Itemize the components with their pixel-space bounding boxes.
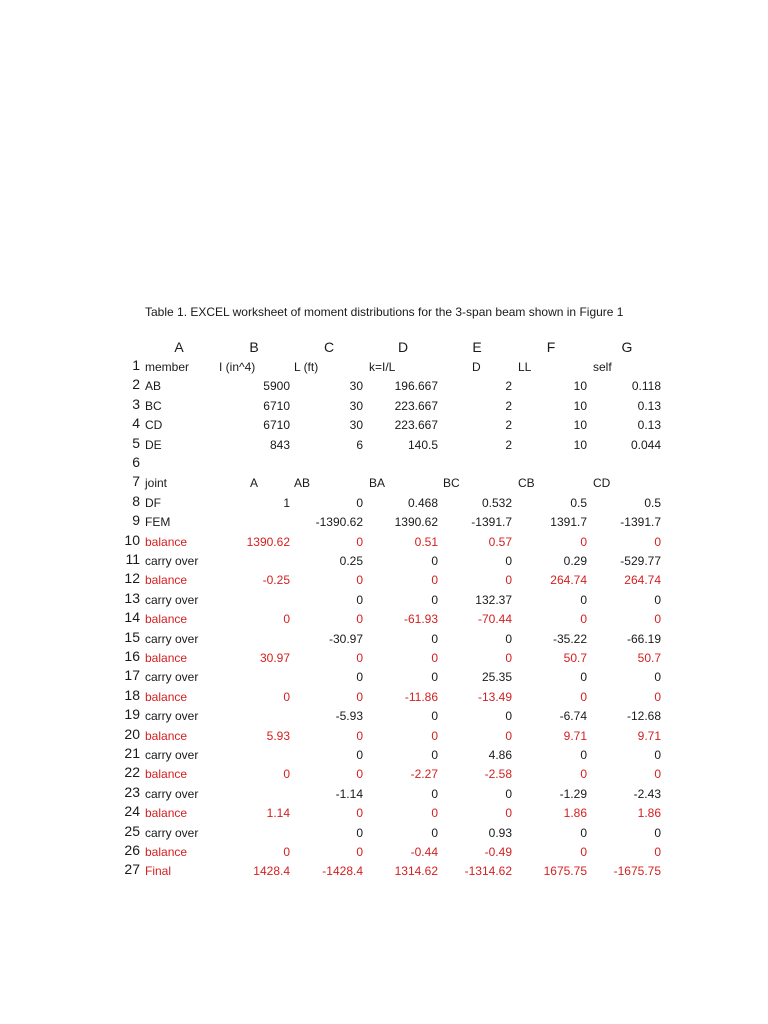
row-number: 14 [124, 609, 140, 626]
table-row [0, 862, 768, 881]
row-number: 21 [124, 745, 140, 761]
cell-e: 0 [505, 806, 512, 821]
cell-b: 0 [283, 845, 290, 859]
table-row [0, 746, 768, 765]
row-number: 7 [132, 473, 140, 490]
table-row [0, 474, 768, 493]
cell-e: 2 [505, 379, 512, 394]
cell-d: -61.93 [403, 612, 438, 627]
row-label: balance [145, 767, 188, 782]
row-number: 4 [132, 415, 140, 432]
row-number: 27 [124, 861, 140, 878]
cell-g: CD [593, 476, 611, 491]
cell-c: 0 [356, 806, 363, 821]
cell-f: 10 [573, 379, 587, 394]
cell-g: 9.71 [637, 728, 661, 743]
column-header-b: B [249, 339, 259, 355]
cell-b: I (in^4) [219, 360, 256, 374]
cell-c: AB [294, 476, 311, 491]
row-label: carry over [145, 825, 199, 840]
cell-g: -66.19 [626, 631, 661, 646]
table-row [0, 533, 768, 552]
row-label: FEM [145, 515, 171, 530]
cell-g: -529.77 [620, 554, 661, 568]
cell-e: 0 [505, 709, 512, 724]
row-label: carry over [145, 748, 199, 762]
cell-e: 0.93 [488, 825, 512, 840]
cell-d: 0 [431, 786, 438, 801]
row-label: balance [145, 689, 188, 704]
row-number: 26 [124, 842, 140, 858]
table-row [0, 610, 768, 629]
row-number: 8 [132, 492, 140, 509]
column-header-g: G [621, 339, 633, 355]
cell-c: 30 [349, 379, 363, 394]
cell-d: 223.667 [394, 418, 438, 433]
cell-d: 0 [431, 748, 438, 762]
cell-g: -1391.7 [620, 515, 661, 530]
cell-b: 0 [283, 612, 290, 627]
table-row [0, 494, 768, 513]
row-label: DF [145, 495, 161, 510]
cell-c: 0 [356, 748, 363, 762]
cell-d: 0 [431, 554, 438, 568]
cell-e: 4.86 [488, 748, 512, 762]
cell-c: L (ft) [294, 360, 319, 374]
cell-c: 0 [356, 670, 363, 685]
table-row [0, 727, 768, 746]
row-label: balance [145, 845, 188, 859]
cell-e: -1314.62 [464, 864, 512, 879]
cell-d: k=I/L [369, 360, 396, 374]
cell-f: -35.22 [552, 631, 587, 646]
cell-c: -5.93 [335, 709, 363, 724]
table-row [0, 358, 768, 377]
cell-f: 1.86 [563, 806, 587, 821]
cell-c: 0 [356, 592, 363, 607]
cell-e: 0 [505, 651, 512, 665]
row-number: 6 [132, 454, 140, 470]
cell-b: -0.25 [262, 573, 290, 588]
cell-f: LL [518, 360, 532, 374]
cell-d: 0 [431, 825, 438, 840]
cell-e: 0 [505, 554, 512, 568]
cell-f: 10 [573, 398, 587, 413]
table-row [0, 455, 768, 474]
cell-f: CB [518, 476, 535, 491]
cell-e: D [472, 360, 481, 374]
cell-e: 0 [505, 631, 512, 646]
cell-d: 0 [431, 670, 438, 685]
row-number: 12 [124, 570, 140, 587]
cell-f: 0 [580, 825, 587, 840]
cell-c: 30 [349, 398, 363, 413]
cell-b: 1 [283, 495, 290, 510]
row-number: 13 [124, 589, 140, 606]
cell-f: 0 [580, 689, 587, 704]
row-label: BC [145, 398, 162, 413]
row-number: 24 [124, 803, 140, 820]
cell-f: 0 [580, 767, 587, 782]
table-row [0, 377, 768, 396]
row-number: 5 [132, 434, 140, 451]
cell-e: -70.44 [477, 612, 512, 627]
cell-g: 0.13 [637, 398, 661, 413]
row-label: carry over [145, 631, 199, 646]
cell-g: -12.68 [626, 709, 661, 724]
row-number: 22 [124, 764, 140, 781]
table-row [0, 688, 768, 707]
row-label: balance [145, 651, 188, 665]
cell-b: A [250, 476, 259, 491]
table-row [0, 397, 768, 416]
table-row [0, 707, 768, 726]
cell-d: 0 [431, 631, 438, 646]
row-label: carry over [145, 670, 199, 685]
row-number: 9 [132, 512, 140, 529]
cell-b: 5.93 [266, 728, 290, 743]
cell-d: 0.468 [407, 495, 438, 510]
cell-g: 0.044 [630, 437, 661, 452]
row-number: 19 [124, 706, 140, 723]
column-header-d: D [397, 339, 409, 355]
cell-f: 1675.75 [543, 864, 587, 879]
cell-f: 10 [573, 437, 587, 452]
column-header-c: C [323, 339, 335, 355]
table-row [0, 843, 768, 862]
cell-d: 0 [431, 592, 438, 607]
cell-g: 0.13 [637, 418, 661, 433]
cell-e: 0 [505, 786, 512, 801]
cell-d: 0 [431, 651, 438, 665]
cell-b: 0 [283, 767, 290, 782]
row-number: 25 [124, 822, 140, 839]
table-row [0, 785, 768, 804]
table-row [0, 571, 768, 590]
cell-f: 264.74 [550, 573, 587, 588]
cell-f: 10 [573, 418, 587, 433]
table-row [0, 668, 768, 687]
cell-d: 0 [431, 806, 438, 821]
cell-e: 0 [505, 728, 512, 743]
table-caption: Table 1. EXCEL worksheet of moment distributions for the 3-span beam shown in Figure 1 [145, 305, 624, 319]
row-label: CD [145, 418, 163, 433]
row-number: 10 [124, 531, 140, 548]
cell-f: -1.29 [559, 786, 587, 801]
cell-d: -11.86 [404, 689, 438, 704]
cell-e: 2 [505, 437, 512, 452]
cell-g: 0.118 [631, 379, 661, 394]
cell-f: 0 [580, 748, 587, 762]
cell-c: 0 [356, 767, 363, 782]
table-row [0, 630, 768, 649]
table-row [0, 591, 768, 610]
row-number: 1 [132, 357, 140, 373]
cell-d: -2.27 [410, 767, 438, 782]
cell-g: 1.86 [637, 806, 661, 821]
cell-f: 0 [580, 534, 587, 549]
row-label: carry over [145, 786, 199, 801]
row-label: carry over [145, 709, 199, 724]
row-label: member [145, 360, 190, 374]
cell-g: 0 [654, 767, 661, 782]
cell-e: BC [443, 476, 460, 491]
cell-c: 0 [356, 689, 363, 704]
cell-c: 0 [356, 534, 363, 549]
cell-g: 0 [654, 534, 661, 549]
cell-f: -6.74 [559, 709, 587, 724]
row-number: 16 [124, 648, 140, 664]
row-number: 11 [125, 551, 140, 567]
row-label: DE [145, 437, 162, 452]
cell-g: 0 [654, 748, 661, 762]
cell-d: 1390.62 [394, 515, 438, 530]
row-label: joint [145, 476, 168, 491]
table-row [0, 765, 768, 784]
cell-c: 0 [356, 845, 363, 859]
cell-g: 0 [654, 592, 661, 607]
cell-b: 1428.4 [253, 864, 290, 879]
cell-f: 0.29 [563, 554, 587, 568]
cell-b: 0 [283, 689, 290, 704]
cell-e: 2 [505, 398, 512, 413]
cell-b: 6710 [263, 418, 290, 433]
cell-c: 0 [356, 495, 363, 510]
column-header-f: F [546, 339, 556, 355]
cell-g: 264.74 [624, 573, 661, 588]
row-label: balance [145, 612, 188, 627]
cell-e: -1391.7 [471, 515, 512, 530]
table-row [0, 649, 768, 668]
cell-d: 0 [431, 728, 438, 743]
cell-c: 6 [356, 437, 363, 452]
cell-g: 0 [654, 670, 661, 685]
cell-d: 223.667 [394, 398, 438, 413]
cell-c: 0 [356, 825, 363, 840]
cell-g: 0 [654, 689, 661, 704]
row-number: 3 [132, 395, 140, 412]
cell-b: 5900 [263, 379, 290, 394]
cell-c: -1390.62 [315, 515, 363, 530]
cell-g: 0.5 [644, 495, 661, 510]
cell-d: BA [369, 476, 386, 491]
row-label: balance [145, 806, 188, 821]
cell-d: 1314.62 [394, 864, 438, 879]
cell-e: -0.49 [484, 845, 512, 859]
cell-c: -30.97 [328, 631, 363, 646]
cell-b: 30.97 [259, 651, 290, 665]
row-number: 20 [124, 725, 140, 742]
table-row [0, 804, 768, 823]
cell-e: -13.49 [477, 689, 512, 704]
cell-f: 0 [580, 592, 587, 607]
cell-f: 0 [580, 845, 587, 859]
cell-c: 30 [349, 418, 363, 433]
cell-g: 0 [654, 825, 661, 840]
cell-g: 0 [654, 845, 661, 859]
table-row [0, 824, 768, 843]
cell-c: 0.25 [339, 554, 363, 568]
row-label: Final [145, 864, 172, 879]
cell-e: 2 [505, 418, 512, 433]
cell-d: 140.5 [407, 437, 438, 452]
row-label: carry over [145, 554, 199, 568]
cell-f: 0 [580, 612, 587, 627]
table-row [0, 436, 768, 455]
cell-e: 0.57 [488, 534, 512, 549]
row-label: balance [145, 728, 188, 743]
cell-g: 50.7 [637, 651, 661, 665]
cell-b: 843 [269, 437, 290, 452]
cell-b: 6710 [263, 398, 290, 413]
row-label: AB [145, 379, 162, 394]
row-number: 15 [124, 628, 140, 645]
row-number: 2 [132, 376, 140, 393]
cell-c: 0 [356, 728, 363, 743]
cell-c: -1428.4 [322, 864, 363, 879]
table-row [0, 552, 768, 571]
row-number: 17 [124, 667, 140, 684]
cell-g: 0 [654, 612, 661, 627]
row-number: 23 [124, 783, 140, 800]
cell-g: self [593, 360, 612, 374]
cell-c: 0 [356, 612, 363, 627]
cell-e: 132.37 [475, 592, 512, 607]
table-row [0, 513, 768, 532]
table-row [0, 416, 768, 435]
cell-f: 0.5 [570, 495, 587, 510]
cell-d: -0.44 [410, 845, 438, 859]
column-header-e: E [472, 339, 482, 355]
cell-e: 0 [505, 573, 512, 588]
cell-b: 1390.62 [246, 534, 290, 549]
cell-f: 0 [580, 670, 587, 685]
cell-g: -1675.75 [613, 864, 661, 879]
cell-c: -1.14 [335, 786, 363, 801]
cell-d: 0.51 [414, 534, 438, 549]
row-label: balance [145, 534, 188, 549]
cell-d: 196.667 [394, 379, 438, 394]
cell-e: 25.35 [481, 670, 512, 685]
cell-e: -2.58 [484, 767, 512, 782]
cell-c: 0 [356, 573, 363, 588]
cell-f: 9.71 [563, 728, 587, 743]
cell-d: 0 [431, 709, 438, 724]
row-number: 18 [124, 686, 140, 703]
column-header-a: A [174, 339, 184, 355]
row-label: balance [145, 573, 188, 588]
cell-b: 1.14 [266, 806, 290, 821]
cell-e: 0.532 [481, 495, 512, 510]
cell-f: 50.7 [563, 651, 587, 665]
cell-g: -2.43 [633, 786, 661, 801]
cell-d: 0 [431, 573, 438, 588]
row-label: carry over [145, 592, 199, 607]
cell-c: 0 [356, 651, 363, 665]
cell-f: 1391.7 [550, 515, 587, 530]
